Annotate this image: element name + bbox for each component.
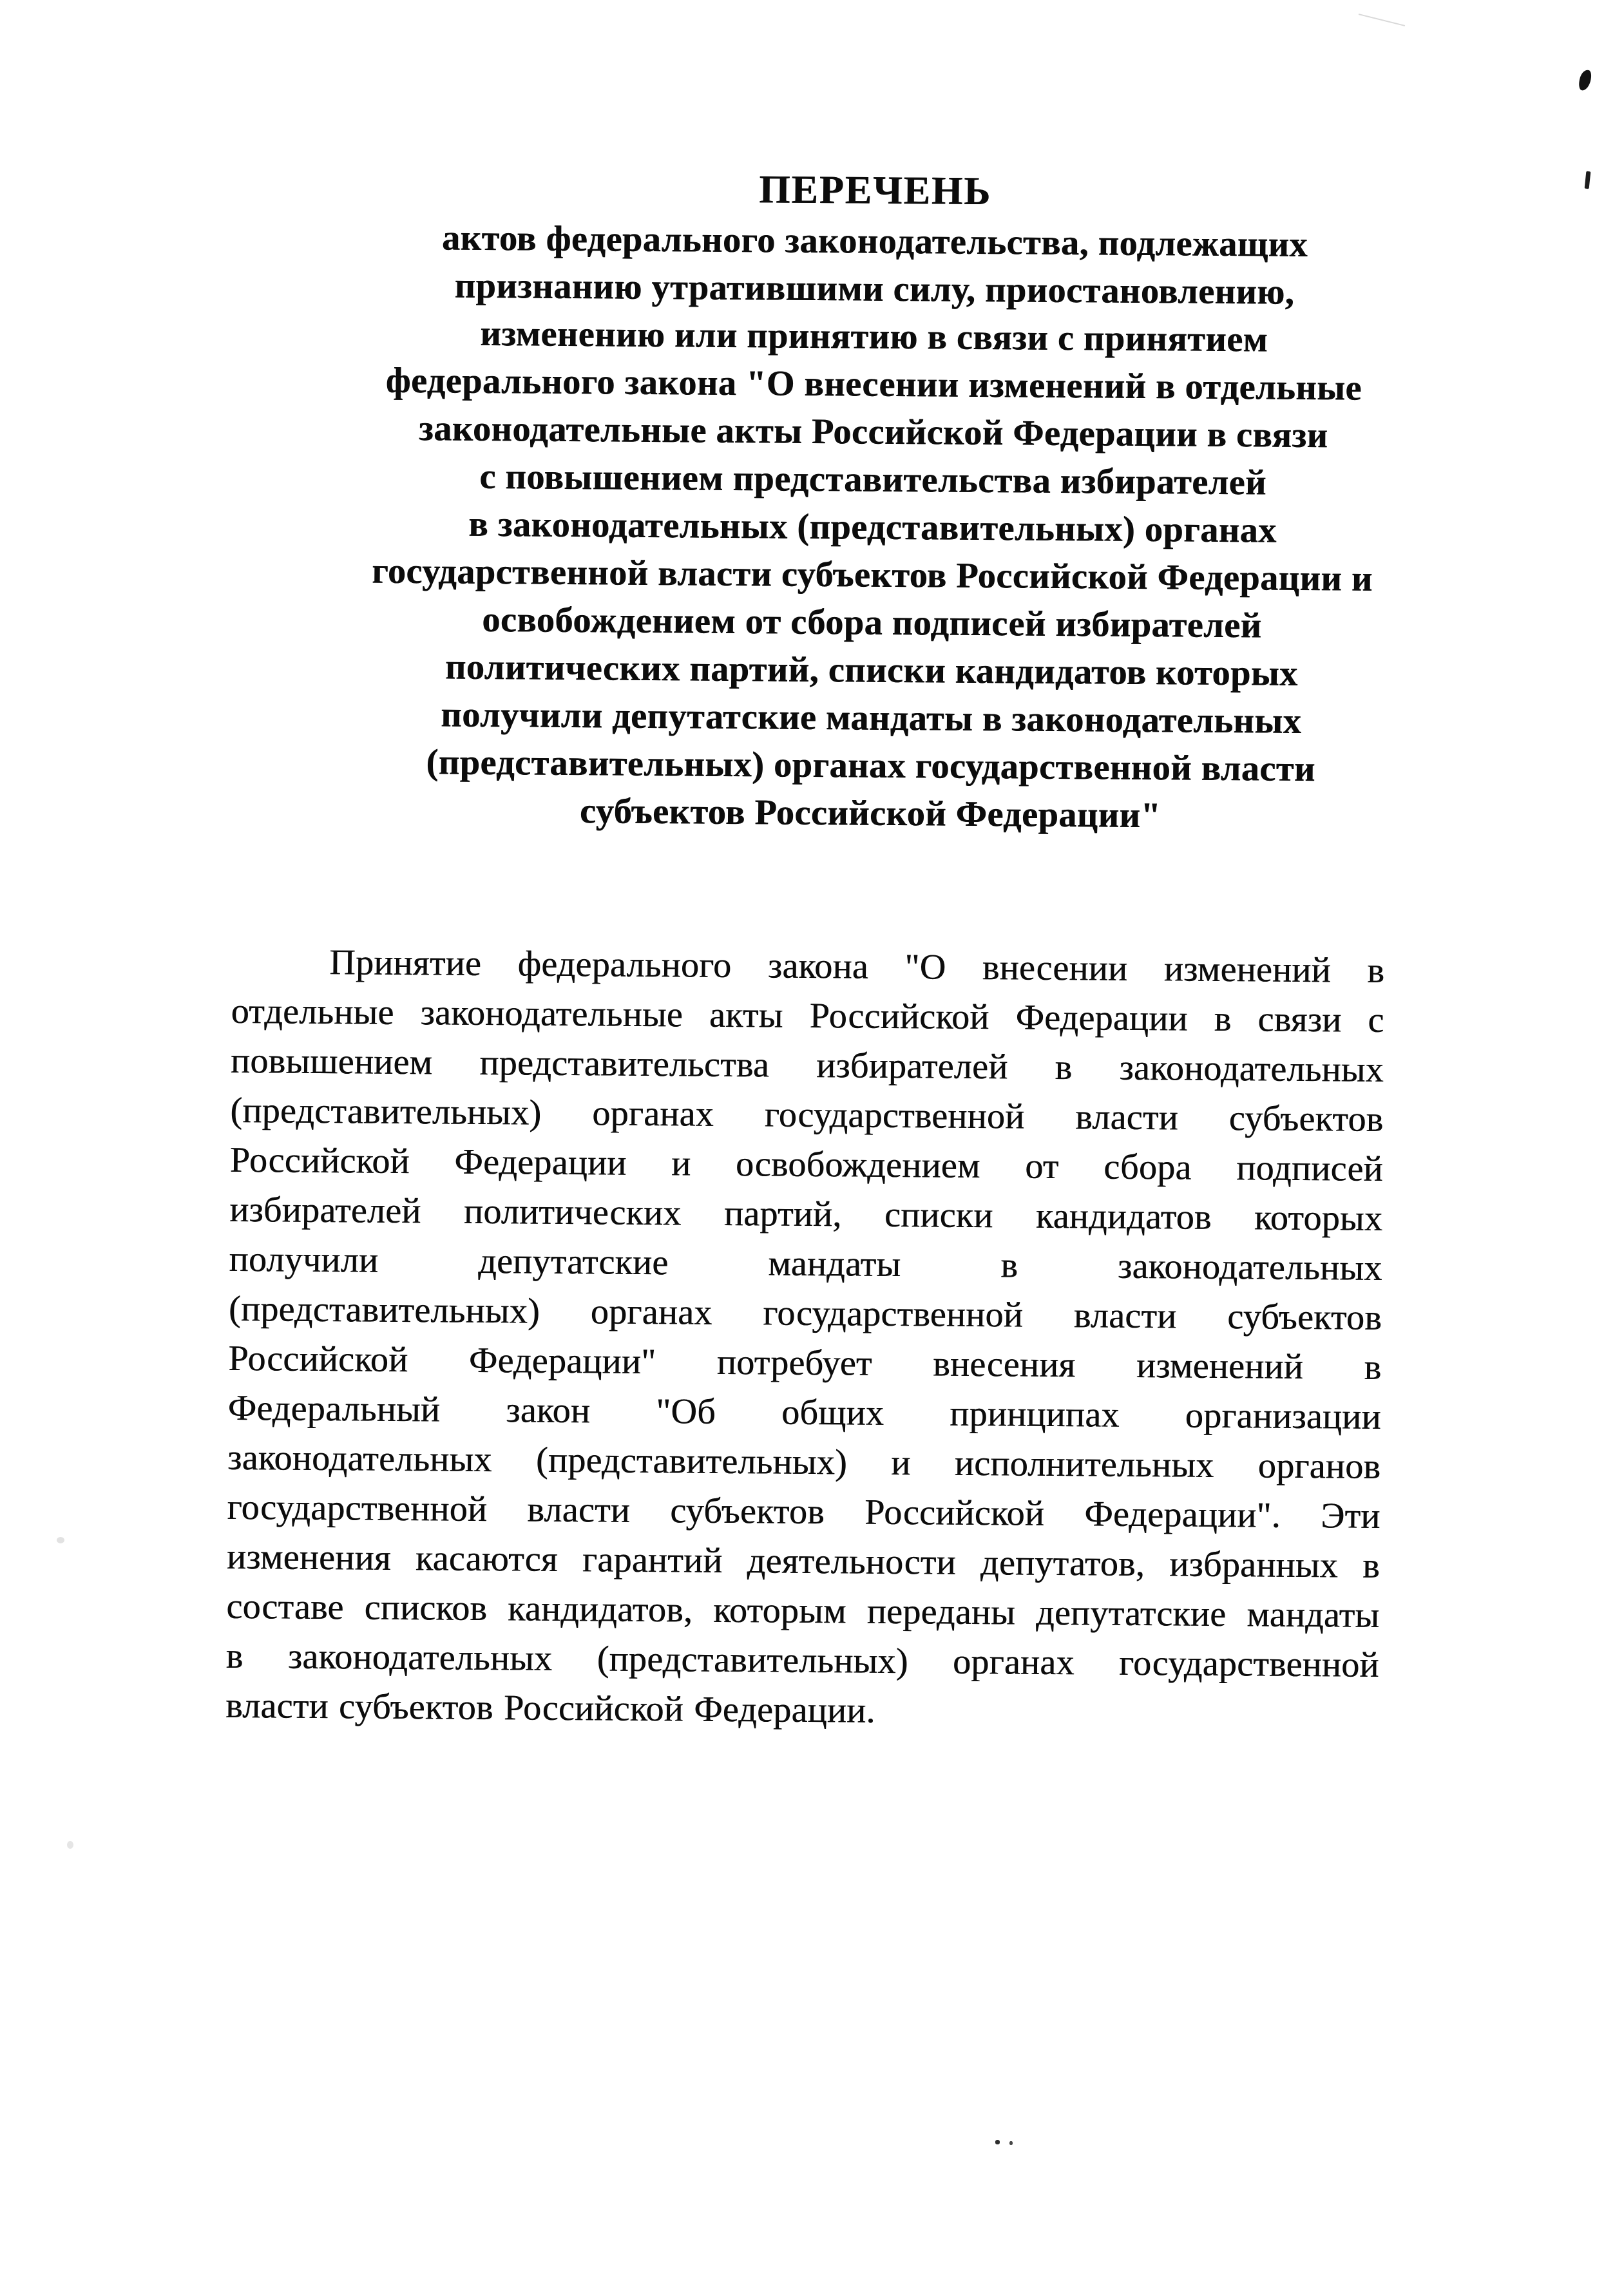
scan-speck	[67, 1841, 73, 1849]
heading-line: субъектов Российской Федерации"	[579, 791, 1161, 836]
body-text-line: Принятие федерального закона "О внесении изменений в	[329, 942, 1385, 991]
body-text-line: получили депутатские мандаты в законодательных	[229, 1239, 1382, 1288]
heading-line: признанию утратившими силу, приостановлению,	[454, 265, 1295, 312]
document-heading	[316, 159, 1429, 841]
heading-line: политических партий, списки кандидатов которых	[444, 647, 1298, 694]
body-text-line: повышением представительства избирателей в законодательных	[230, 1040, 1384, 1090]
heading-line: (представительных) органах государственной власти	[426, 742, 1316, 790]
scan-speck	[57, 1537, 64, 1543]
body-text-line: изменения касаются гарантий деятельности депутатов, избранных в	[226, 1536, 1380, 1586]
body-text-line: (представительных) органах государственной власти субъектов	[230, 1090, 1384, 1140]
body-text-line: Российской Федерации" потребует внесения изменений в	[228, 1338, 1382, 1388]
body-text-line: государственной власти субъектов Российской Федерации". Эти	[227, 1487, 1380, 1536]
heading-line: изменению или принятию в связи с принятием	[480, 313, 1268, 360]
heading-lines	[316, 213, 1429, 841]
document-title: ПЕРЕЧЕНЬ	[758, 167, 992, 214]
body-text-line: составе списков кандидатов, которым переданы депутатские мандаты	[226, 1586, 1380, 1636]
body-text-line: избирателей политических партий, списки кандидатов которых	[229, 1189, 1383, 1239]
heading-line: в законодательных (представительных) органах	[468, 504, 1277, 551]
document-body-paragraph	[225, 937, 1385, 1740]
body-text-line: власти субъектов Российской Федерации.	[225, 1685, 875, 1731]
heading-line: актов федерального законодательства, подлежащих	[441, 218, 1308, 265]
heading-line: государственной власти субъектов Российской Федерации и	[371, 551, 1373, 599]
body-text-line: законодательных (представительных) и исполнительных органов	[227, 1437, 1381, 1487]
stray-dot	[1009, 2141, 1013, 2145]
heading-line: федерального закона "О внесении изменений в отдельные	[385, 360, 1362, 408]
body-text-line: в законодательных (представительных) органах государственной	[225, 1636, 1379, 1685]
heading-line: освобождением от сбора подписей избирателей	[482, 599, 1262, 646]
body-text-line: Российской Федерации и освобождением от сбора подписей	[229, 1140, 1384, 1189]
heading-line: с повышением представительства избирателей	[479, 456, 1267, 503]
body-text-line: Федеральный закон "Об общих принципах организации	[227, 1388, 1381, 1437]
heading-line: получили депутатские мандаты в законодательных	[441, 694, 1302, 741]
stray-dot	[995, 2140, 1000, 2144]
body-text-line: (представительных) органах государственной власти субъектов	[228, 1288, 1382, 1338]
body-text-line: отдельные законодательные акты Российской Федерации в связи с	[231, 991, 1384, 1040]
heading-line: законодательные акты Российской Федерации в связи	[418, 408, 1328, 456]
